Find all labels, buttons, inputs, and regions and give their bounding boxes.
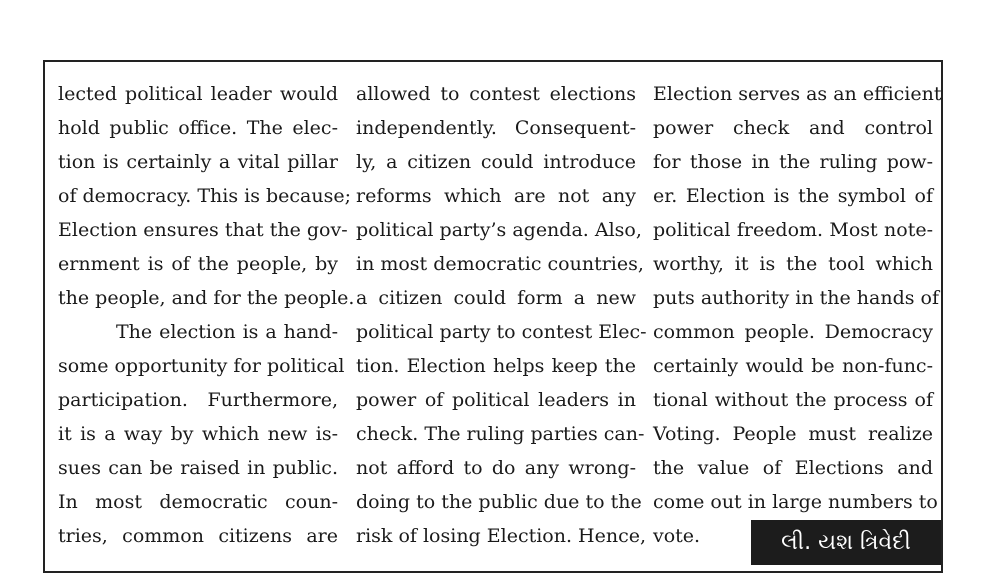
text-line: ly, a citizen could introduce	[356, 151, 636, 173]
text-line: allowed to contest elections	[356, 83, 636, 105]
text-line: reforms which are not any	[356, 185, 636, 207]
text-line: political party’s agenda. Also,	[356, 219, 642, 241]
text-line: check. The ruling parties can-	[356, 423, 645, 445]
text-line: tion is certainly a vital pillar	[58, 151, 338, 173]
text-line: tries, common citizens are	[58, 525, 338, 547]
text-line: sues can be raised in public.	[58, 457, 338, 479]
text-line: participation. Furthermore,	[58, 389, 338, 411]
text-line: Election serves as an efficient	[653, 83, 942, 105]
text-line: Election ensures that the gov-	[58, 219, 348, 241]
text-line: the value of Elections and	[653, 457, 933, 479]
text-line: hold public office. The elec-	[58, 117, 338, 139]
text-line: vote.	[653, 525, 701, 547]
text-column-1	[58, 77, 355, 553]
text-column-3	[653, 77, 942, 553]
author-signature: લી. યશ ત્રિવેદી	[751, 520, 941, 565]
text-column-2	[356, 77, 647, 553]
text-line: independently. Consequent-	[356, 117, 636, 139]
text-line: The election is a hand-	[116, 321, 338, 343]
text-line: Voting. People must realize	[653, 423, 933, 445]
text-line: er. Election is the symbol of	[653, 185, 933, 207]
text-line: risk of losing Election. Hence,	[356, 525, 647, 547]
text-line: tion. Election helps keep the	[356, 355, 636, 377]
text-line: political party to contest Elec-	[356, 321, 647, 343]
text-line: puts authority in the hands of	[653, 287, 940, 309]
text-line: ernment is of the people, by	[58, 253, 338, 275]
text-line: not afford to do any wrong-	[356, 457, 636, 479]
text-line: come out in large numbers to	[653, 491, 938, 513]
text-line: doing to the public due to the	[356, 491, 642, 513]
text-line: certainly would be non-func-	[653, 355, 933, 377]
text-line: tional without the process of	[653, 389, 933, 411]
text-line: for those in the ruling pow-	[653, 151, 933, 173]
text-line: lected political leader would	[58, 83, 338, 105]
text-line: power of political leaders in	[356, 389, 636, 411]
text-line: of democracy. This is because;	[58, 185, 352, 207]
text-line: political freedom. Most note-	[653, 219, 933, 241]
text-line: worthy, it is the tool which	[653, 253, 933, 275]
text-line: a citizen could form a new	[356, 287, 636, 309]
text-line: In most democratic coun-	[58, 491, 338, 513]
article-box	[43, 60, 943, 573]
text-line: the people, and for the people.	[58, 287, 355, 309]
text-line: it is a way by which new is-	[58, 423, 338, 445]
text-line: power check and control	[653, 117, 933, 139]
text-line: in most democratic countries,	[356, 253, 644, 275]
text-line: common people. Democracy	[653, 321, 933, 343]
text-line: some opportunity for political	[58, 355, 345, 377]
